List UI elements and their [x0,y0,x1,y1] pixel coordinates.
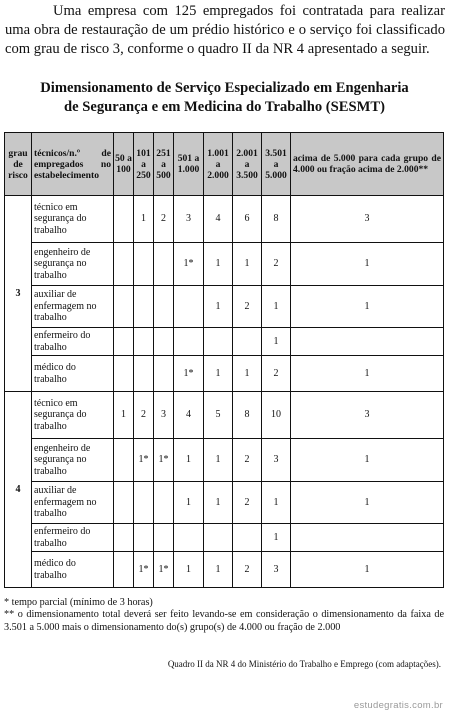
table-row [5,482,444,524]
staff-count-cell: 1* [174,243,204,286]
staff-count-cell: 1 [233,356,262,392]
staff-count-cell [114,286,134,328]
staff-count-cell: 2 [262,356,291,392]
header-cell: 3.501 a 5.000 [262,133,291,196]
staff-count-cell [154,482,174,524]
table-row [5,328,444,356]
intro-paragraph: Uma empresa com 125 empregados foi contratada para realizar uma obra de restauração de um prédio histórico e o serviço foi classificado com grau de risco 3, conforme o quadro II da NR 4 apresentado a seguir. [5,3,445,57]
staff-count-cell: 1 [174,552,204,588]
staff-count-cell [204,328,233,356]
table-row [5,243,444,286]
staff-count-cell: 5 [204,392,233,439]
role-label: médico do trabalho [32,356,114,392]
header-cell: 101 a 250 [134,133,154,196]
staff-count-cell: 1 [291,439,444,482]
watermark: estudegratis.com.br [353,700,443,711]
staff-count-cell: 1 [114,392,134,439]
staff-count-cell [114,243,134,286]
staff-count-cell [114,328,134,356]
staff-count-cell: 1* [134,552,154,588]
risk-grade-cell: 3 [5,196,32,392]
role-label: auxiliar de enfermagem no trabalho [32,286,114,328]
header-cell: técnicos/n.º de empregados no estabelecimento [32,133,114,196]
staff-count-cell: 3 [262,439,291,482]
staff-count-cell: 1 [233,243,262,286]
staff-count-cell: 3 [154,392,174,439]
staff-count-cell [154,356,174,392]
staff-count-cell: 1 [204,286,233,328]
staff-count-cell [114,356,134,392]
staff-count-cell [114,196,134,243]
staff-count-cell: 1 [204,243,233,286]
staff-count-cell [134,482,154,524]
staff-count-cell: 1 [291,286,444,328]
header-cell: acima de 5.000 para cada grupo de 4.000 ou fração acima de 2.000** [291,133,444,196]
table-row [5,552,444,588]
header-cell: 50 a 100 [114,133,134,196]
staff-count-cell: 3 [291,392,444,439]
role-label: técnico em segurança do trabalho [32,196,114,243]
staff-count-cell: 4 [204,196,233,243]
role-label: técnico em segurança do trabalho [32,392,114,439]
staff-count-cell: 3 [291,196,444,243]
staff-count-cell: 10 [262,392,291,439]
table-row [5,439,444,482]
role-label: enfermeiro do trabalho [32,524,114,552]
staff-count-cell [134,286,154,328]
table-title-line-1: Dimensionamento de Serviço Especializado em Engenharia [40,80,409,96]
staff-count-cell [154,328,174,356]
staff-count-cell: 1 [262,482,291,524]
role-label: médico do trabalho [32,552,114,588]
staff-count-cell: 2 [134,392,154,439]
role-label: auxiliar de enfermagem no trabalho [32,482,114,524]
header-cell: 2.001 a 3.500 [233,133,262,196]
table-row [5,392,444,439]
staff-count-cell [154,243,174,286]
staff-count-cell: 1 [134,196,154,243]
staff-count-cell [204,524,233,552]
staff-count-cell: 1 [174,439,204,482]
table-header-row [5,133,444,196]
staff-count-cell [134,356,154,392]
staff-count-cell: 1* [134,439,154,482]
staff-count-cell: 1 [204,439,233,482]
staff-count-cell: 1 [204,356,233,392]
staff-count-cell: 1 [204,482,233,524]
header-cell: 1.001 a 2.000 [204,133,233,196]
staff-count-cell: 2 [262,243,291,286]
staff-count-cell [154,286,174,328]
sesmt-table [4,132,444,588]
role-label: enfermeiro do trabalho [32,328,114,356]
table-row [5,286,444,328]
staff-count-cell: 1 [291,552,444,588]
staff-count-cell [114,482,134,524]
staff-count-cell: 6 [233,196,262,243]
staff-count-cell: 2 [233,552,262,588]
staff-count-cell: 8 [262,196,291,243]
role-label: engenheiro de segurança no trabalho [32,243,114,286]
staff-count-cell: 4 [174,392,204,439]
staff-count-cell [114,552,134,588]
staff-count-cell [134,328,154,356]
table-title-line-2: de Segurança e em Medicina do Trabalho (SESMT) [64,99,385,115]
table-body [5,196,444,588]
staff-count-cell [233,524,262,552]
staff-count-cell [174,524,204,552]
staff-count-cell: 1 [291,356,444,392]
staff-count-cell: 1 [204,552,233,588]
staff-count-cell: 1* [154,552,174,588]
staff-count-cell [233,328,262,356]
footnote-part-time: * tempo parcial (mínimo de 3 horas) [4,597,153,608]
risk-grade-cell: 4 [5,392,32,588]
staff-count-cell [291,524,444,552]
staff-count-cell: 1 [262,328,291,356]
staff-count-cell: 1 [174,482,204,524]
staff-count-cell: 2 [154,196,174,243]
table-source: Quadro II da NR 4 do Ministério do Trabalho e Emprego (com adaptações). [167,659,441,669]
staff-count-cell [134,524,154,552]
staff-count-cell: 2 [233,482,262,524]
staff-count-cell [114,524,134,552]
staff-count-cell: 3 [174,196,204,243]
table-row [5,524,444,552]
staff-count-cell: 1 [262,286,291,328]
staff-count-cell: 3 [262,552,291,588]
table-row [5,356,444,392]
staff-count-cell: 2 [233,439,262,482]
footnote-total: ** o dimensionamento total deverá ser feito levando-se em consideração o dimensionamento da faixa de 3.501 a 5.000 mais o dimensionamento do(s) grupo(s) de 4.000 ou fração de 2.000 [4,609,444,633]
staff-count-cell [134,243,154,286]
staff-count-cell [174,286,204,328]
staff-count-cell: 1 [291,482,444,524]
header-cell: 251 a 500 [154,133,174,196]
role-label: engenheiro de segurança no trabalho [32,439,114,482]
staff-count-cell [174,328,204,356]
table-row [5,196,444,243]
header-cell: grau de risco [5,133,32,196]
staff-count-cell [114,439,134,482]
staff-count-cell: 1* [154,439,174,482]
staff-count-cell: 1 [291,243,444,286]
staff-count-cell [291,328,444,356]
staff-count-cell: 8 [233,392,262,439]
staff-count-cell [154,524,174,552]
staff-count-cell: 1 [262,524,291,552]
header-cell: 501 a 1.000 [174,133,204,196]
staff-count-cell: 2 [233,286,262,328]
staff-count-cell: 1* [174,356,204,392]
